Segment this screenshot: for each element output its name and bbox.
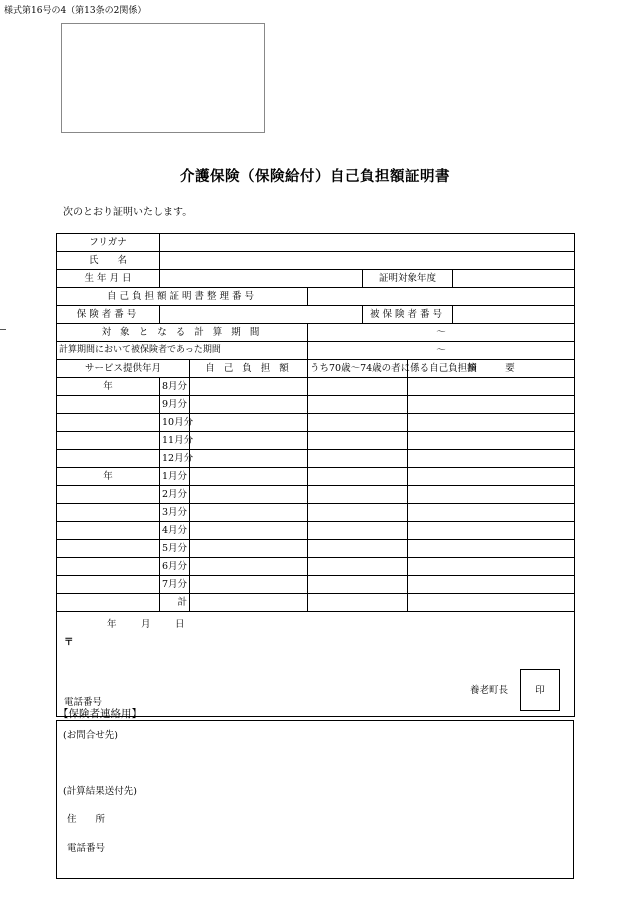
year-prefix <box>57 594 160 612</box>
age-70-74-cell[interactable] <box>308 468 408 486</box>
remarks-cell[interactable] <box>408 486 575 504</box>
remarks-total-cell[interactable] <box>408 594 575 612</box>
col-header-month: サービス提供年月 <box>57 360 190 378</box>
year-prefix <box>57 504 160 522</box>
month-label: 12月分 <box>160 450 190 468</box>
month-label: 6月分 <box>160 558 190 576</box>
address-label: 住 所 <box>67 814 106 825</box>
remarks-cell[interactable] <box>408 540 575 558</box>
month-label: 4月分 <box>160 522 190 540</box>
table-row <box>57 576 575 594</box>
cert-year-label: 証明対象年度 <box>363 270 453 288</box>
year-prefix <box>57 540 160 558</box>
month-label: 8月分 <box>160 378 190 396</box>
cert-year-value[interactable] <box>453 270 575 288</box>
age-70-74-cell[interactable] <box>308 540 408 558</box>
contact-section-label: 【保険者連絡用】 <box>58 708 142 720</box>
age-70-74-cell[interactable] <box>308 486 408 504</box>
insurer-number-value[interactable] <box>160 306 363 324</box>
insured-period-label: 計算期間において被保険者であった期間 <box>57 342 308 360</box>
tilde-mark: ～ <box>436 345 446 356</box>
issuer-name: 養老町長 <box>470 685 509 696</box>
year-prefix <box>57 414 160 432</box>
remarks-cell[interactable] <box>408 576 575 594</box>
age-70-74-cell[interactable] <box>308 396 408 414</box>
cert-number-label: 自己負担額証明書整理番号 <box>57 288 308 306</box>
year-prefix <box>57 486 160 504</box>
contact-box <box>56 720 574 879</box>
remarks-cell[interactable] <box>408 432 575 450</box>
table-row <box>57 396 575 414</box>
table-row <box>57 558 575 576</box>
month-label: 7月分 <box>160 576 190 594</box>
table-row <box>57 540 575 558</box>
margin-mark <box>0 329 6 330</box>
year-prefix: 年 <box>57 378 160 396</box>
contact-phone-label: 電話番号 <box>67 843 106 854</box>
table-row <box>57 432 575 450</box>
age-70-74-cell[interactable] <box>308 558 408 576</box>
age-70-74-cell[interactable] <box>308 414 408 432</box>
name-label: 氏 名 <box>57 252 160 270</box>
birthdate-label: 生 年 月 日 <box>57 270 160 288</box>
cert-month-mark: 月 <box>141 619 151 630</box>
age-70-74-cell[interactable] <box>308 576 408 594</box>
cert-day-mark: 日 <box>175 619 185 630</box>
self-pay-cell[interactable] <box>190 558 308 576</box>
document-title: 介護保険（保険給付）自己負担額証明書 <box>180 168 450 185</box>
remarks-cell[interactable] <box>408 522 575 540</box>
age-70-74-cell[interactable] <box>308 522 408 540</box>
furigana-value[interactable] <box>160 234 575 252</box>
insurer-number-label: 保険者番号 <box>57 306 160 324</box>
age-70-74-cell[interactable] <box>308 378 408 396</box>
name-value[interactable] <box>160 252 575 270</box>
table-row <box>57 468 575 486</box>
self-pay-cell[interactable] <box>190 522 308 540</box>
calc-period-value[interactable] <box>308 324 575 342</box>
self-pay-cell[interactable] <box>190 432 308 450</box>
remarks-cell[interactable] <box>408 558 575 576</box>
remarks-cell[interactable] <box>408 396 575 414</box>
remarks-cell[interactable] <box>408 504 575 522</box>
total-label: 計 <box>160 594 190 612</box>
table-row <box>57 450 575 468</box>
cert-phone-label: 電話番号 <box>64 697 103 708</box>
insured-period-value[interactable] <box>308 342 575 360</box>
self-pay-total-cell[interactable] <box>190 594 308 612</box>
month-label: 2月分 <box>160 486 190 504</box>
calc-period-label: 対 象 と な る 計 算 期 間 <box>57 324 308 342</box>
certificate-table <box>56 233 575 717</box>
year-prefix <box>57 450 160 468</box>
year-prefix <box>57 558 160 576</box>
form-number: 様式第16号の4（第13条の2関係） <box>4 6 147 16</box>
remarks-cell[interactable] <box>408 414 575 432</box>
month-label: 1月分 <box>160 468 190 486</box>
insured-number-label: 被保険者番号 <box>363 306 453 324</box>
table-row <box>57 522 575 540</box>
month-label: 11月分 <box>160 432 190 450</box>
send-to-label: (計算結果送付先) <box>63 786 137 797</box>
self-pay-cell[interactable] <box>190 468 308 486</box>
year-prefix: 年 <box>57 468 160 486</box>
self-pay-cell[interactable] <box>190 486 308 504</box>
self-pay-cell[interactable] <box>190 450 308 468</box>
total-row <box>57 594 575 612</box>
month-label: 9月分 <box>160 396 190 414</box>
intro-text: 次のとおり証明いたします。 <box>63 207 193 218</box>
furigana-label: フリガナ <box>57 234 160 252</box>
table-row <box>57 486 575 504</box>
self-pay-cell[interactable] <box>190 396 308 414</box>
self-pay-cell[interactable] <box>190 504 308 522</box>
month-label: 5月分 <box>160 540 190 558</box>
cert-year-mark: 年 <box>107 619 117 630</box>
insured-number-value[interactable] <box>453 306 575 324</box>
col-header-self-pay: 自 己 負 担 額 <box>190 360 308 378</box>
age-70-74-cell[interactable] <box>308 504 408 522</box>
year-prefix <box>57 432 160 450</box>
self-pay-cell[interactable] <box>190 414 308 432</box>
seal-box <box>520 669 560 711</box>
seal-label: 印 <box>535 684 545 696</box>
certification-area <box>57 612 575 717</box>
tilde-mark: ～ <box>436 327 446 338</box>
remarks-cell[interactable] <box>408 468 575 486</box>
inquiry-label: (お問合せ先) <box>63 730 118 741</box>
age-70-74-total-cell[interactable] <box>308 594 408 612</box>
month-label: 10月分 <box>160 414 190 432</box>
birthdate-value[interactable] <box>160 270 363 288</box>
postal-mark: 〒 <box>64 637 74 648</box>
month-label: 3月分 <box>160 504 190 522</box>
year-prefix <box>57 522 160 540</box>
self-pay-cell[interactable] <box>190 378 308 396</box>
self-pay-cell[interactable] <box>190 576 308 594</box>
col-header-age-70-74: うち70歳～74歳の者に係る自己負担額 <box>308 360 408 378</box>
remarks-cell[interactable] <box>408 450 575 468</box>
age-70-74-cell[interactable] <box>308 432 408 450</box>
table-row <box>57 378 575 396</box>
cert-number-value[interactable] <box>308 288 575 306</box>
table-row <box>57 414 575 432</box>
age-70-74-cell[interactable] <box>308 450 408 468</box>
year-prefix <box>57 396 160 414</box>
remarks-cell[interactable] <box>408 378 575 396</box>
col-header-remarks: 摘 要 <box>408 360 575 378</box>
photo-box <box>61 23 265 133</box>
self-pay-cell[interactable] <box>190 540 308 558</box>
year-prefix <box>57 576 160 594</box>
table-row <box>57 504 575 522</box>
